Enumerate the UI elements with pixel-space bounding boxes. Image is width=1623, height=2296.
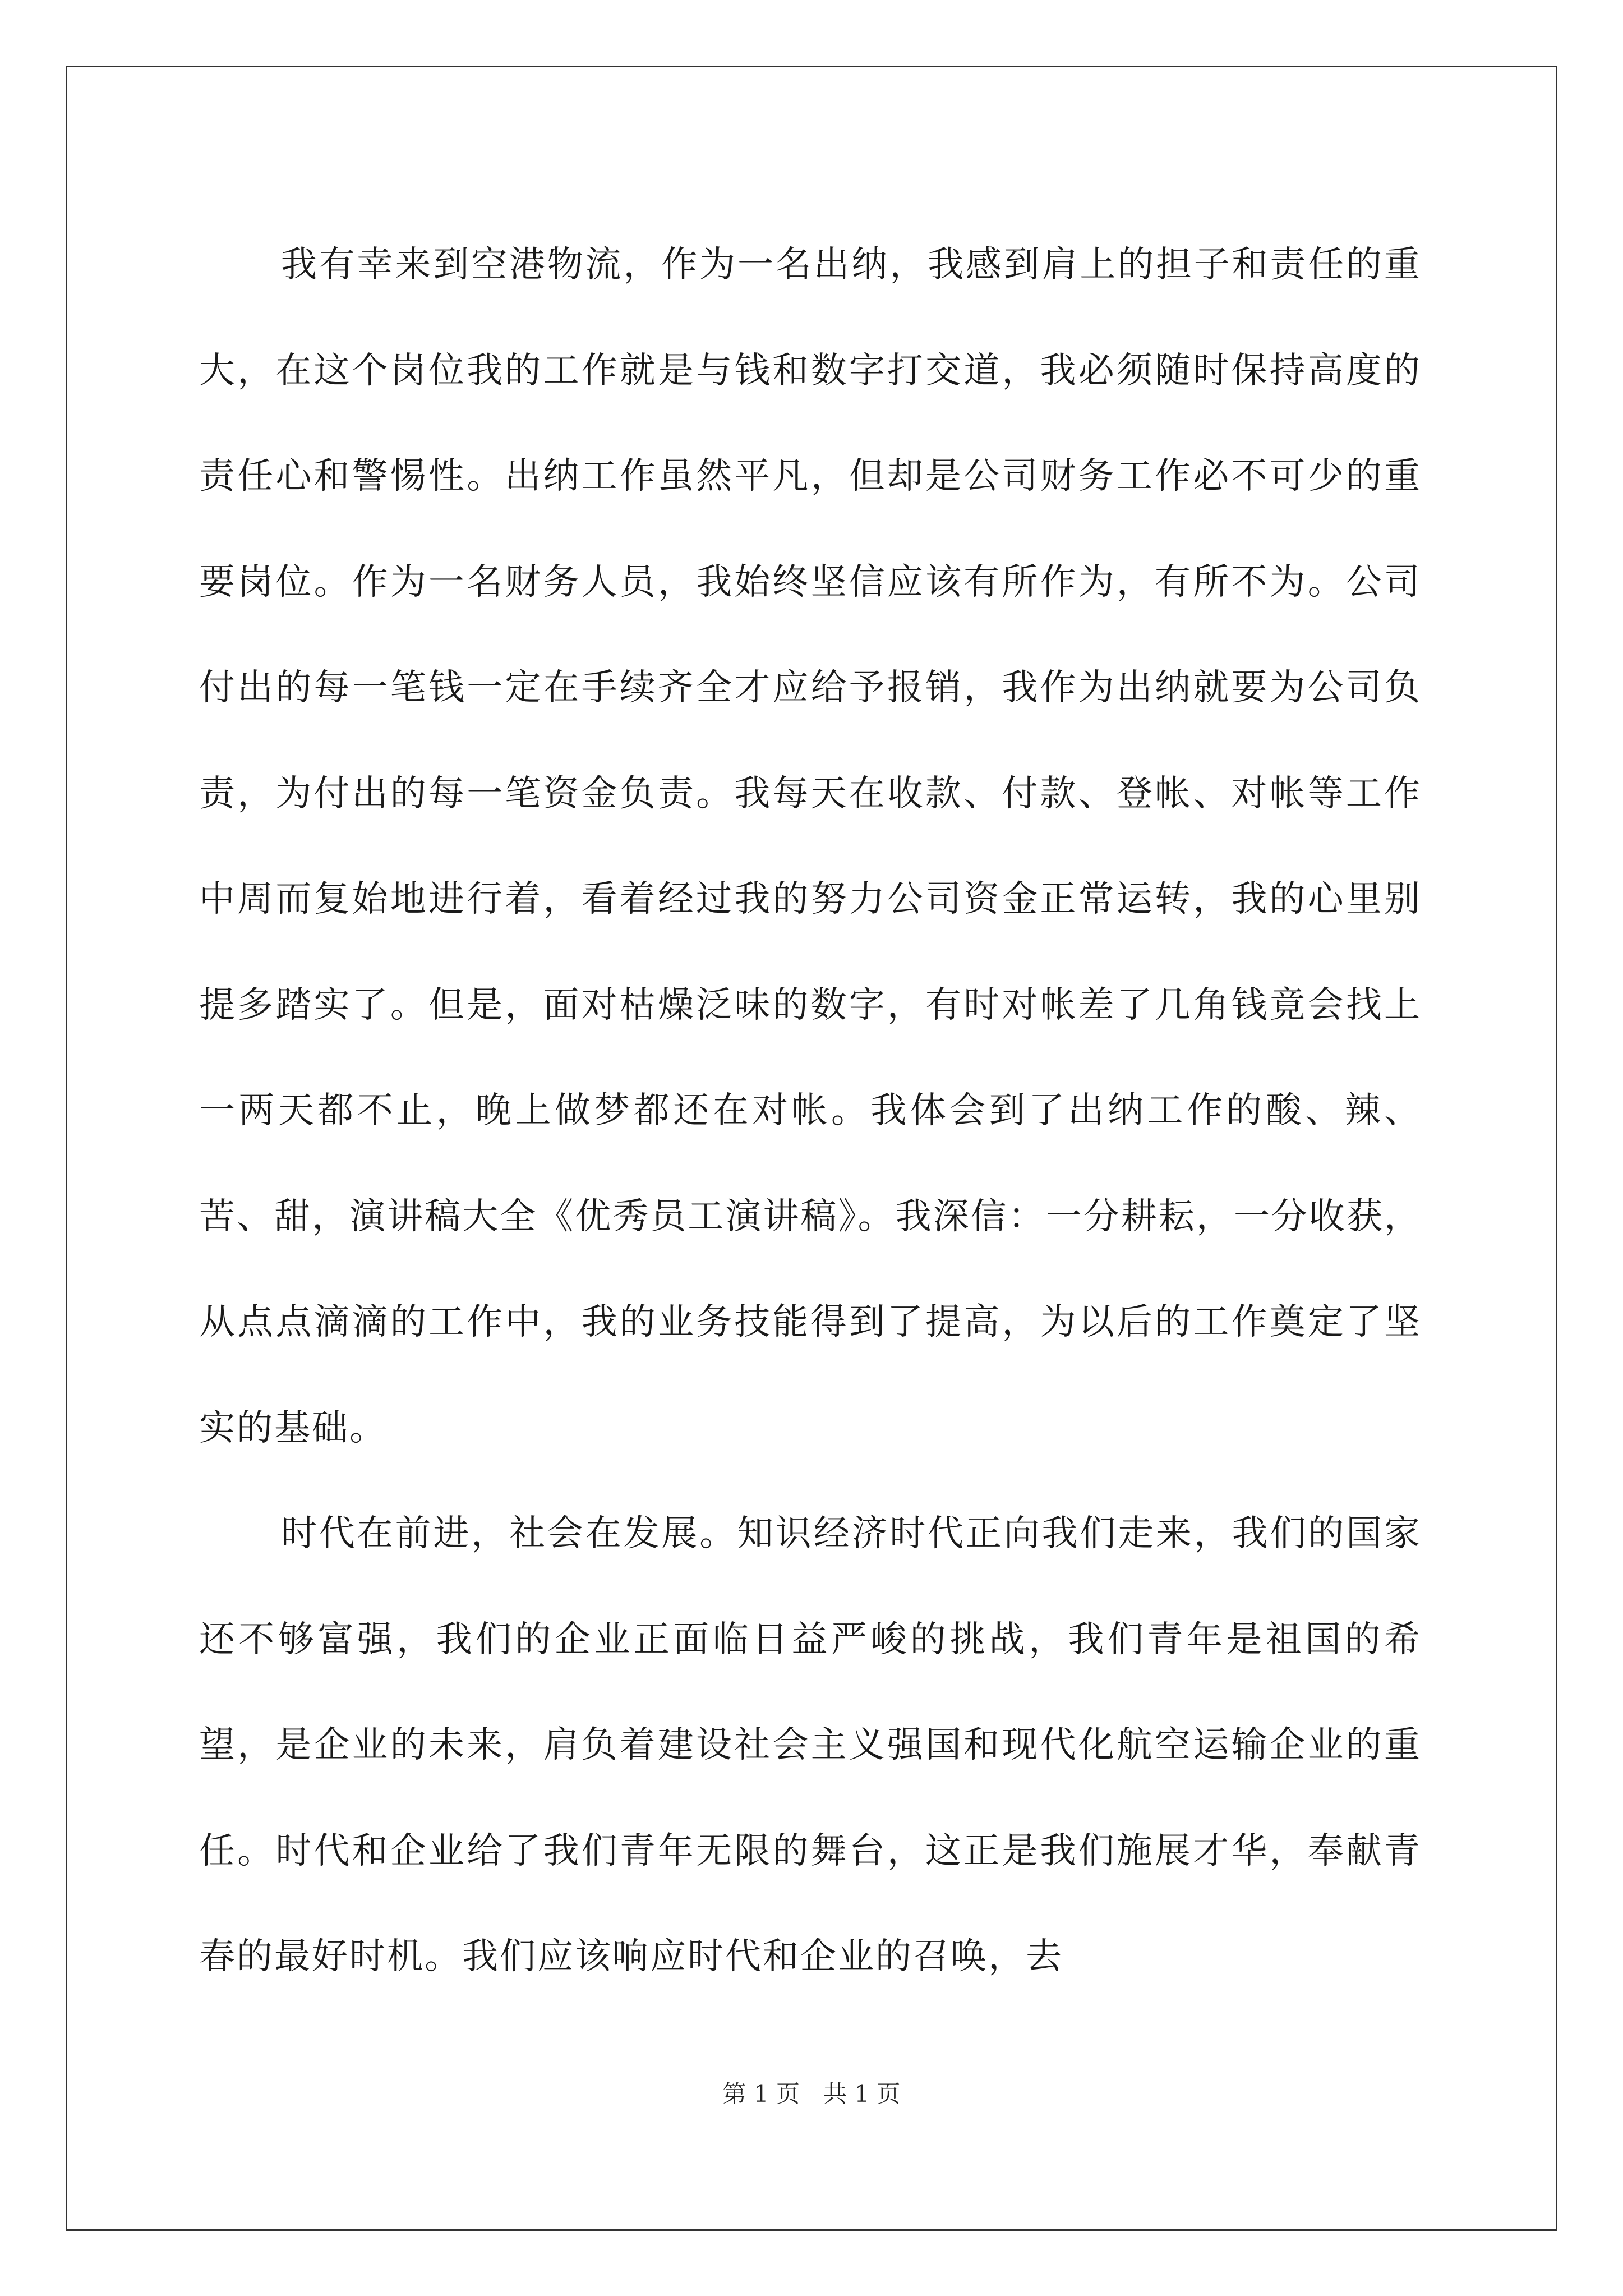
paragraph-2: 时代在前进，社会在发展。知识经济时代正向我们走来，我们的国家还不够富强，我们的企业正面临日益严峻的挑战，我们青年是祖国的希望，是企业的未来，肩负着建设社会主义强国和现代化航空运输企业的重任。时代和企业给了我们青年无限的舞台，这正是我们施展才华，奉献青春的最好时机。我们应该响应时代和企业的召唤，去 [199,1513,1422,1977]
paragraph-1: 我有幸来到空港物流，作为一名出纳，我感到肩上的担子和责任的重大，在这个岗位我的工作就是与钱和数字打交道，我必须随时保持高度的责任心和警惕性。出纳工作虽然平凡，但却是公司财务工作必不可少的重要岗位。作为一名财务人员，我始终坚信应该有所作为，有所不为。公司付出的每一笔钱一定在手续齐全才应给予报销，我作为出纳就要为公司负责，为付出的每一笔资金负责。我每天在收款、付款、登帐、对帐等工作中周而复始地进行着，看着经过我的努力公司资金正常运转，我的心里别提多踏实了。但是，面对枯燥泛味的数字，有时对帐差了几角钱竟会找上一两天都不止，晚上做梦都还在对帐。我体会到了出纳工作的酸、辣、苦、甜，演讲稿大全《优秀员工演讲稿》。我深信：一分耕耘，一分收获，从点点滴滴的工作中，我的业务技能得到了提高，为以后的工作奠定了坚实的基础。 [199,244,1422,1449]
page-number-footer: 第 1 页 共 1 页 [722,2080,901,2108]
document-body [199,212,1422,2010]
